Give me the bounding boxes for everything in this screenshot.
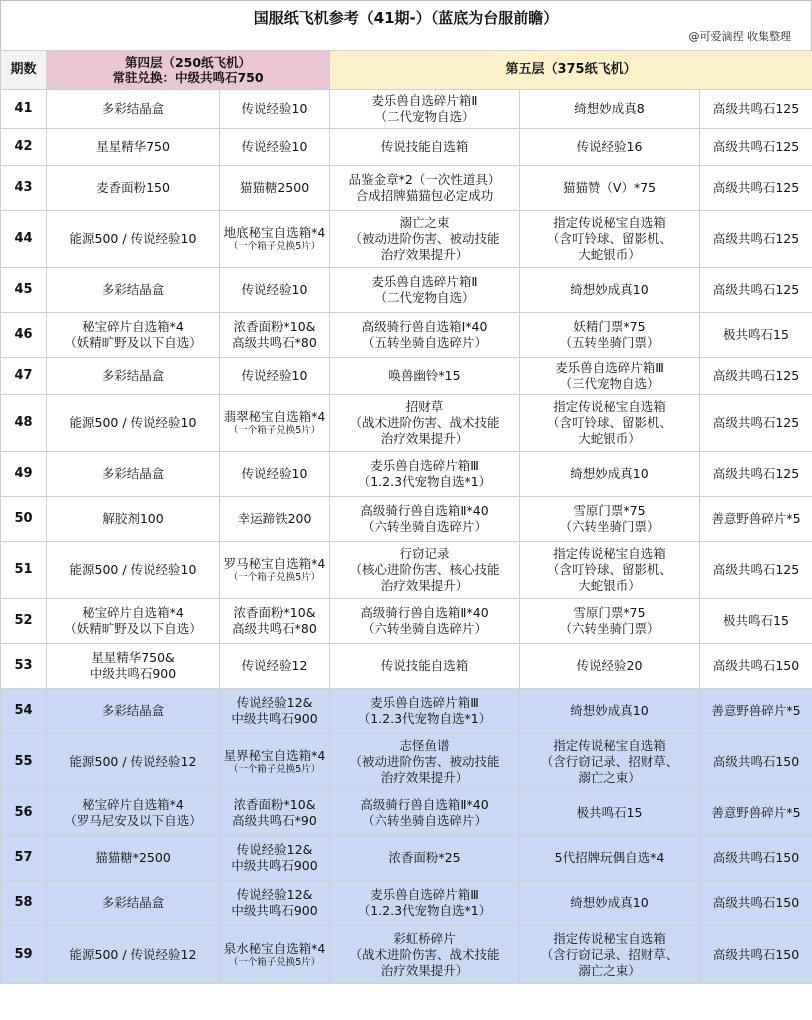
table-row <box>1 734 812 791</box>
reward-text: 多彩结晶盒 <box>101 368 165 383</box>
reward-text: 多彩结晶盒 <box>101 703 165 718</box>
table-row <box>1 497 812 542</box>
reward-cell-c1 <box>47 358 220 395</box>
reward-text: 高级骑行兽自选箱Ⅱ*40 <box>360 503 489 518</box>
reward-cell-c2 <box>220 395 330 452</box>
reward-text: 传说经验12& <box>236 887 313 902</box>
reward-cell-c3 <box>330 497 520 542</box>
reward-text: （六转坐骑自选碎片） <box>361 519 487 534</box>
reward-cell-c4 <box>520 836 700 881</box>
reward-note: （一个箱子兑换5片） <box>228 241 321 252</box>
reward-cell-c2 <box>220 599 330 644</box>
reward-text: （二代宠物自选） <box>374 109 475 124</box>
reward-text: 高级共鸣石125 <box>712 101 800 116</box>
reward-cell-c1 <box>47 166 220 211</box>
table-row <box>1 836 812 881</box>
period-cell: 45 <box>1 268 47 313</box>
reward-text: 高级骑行兽自选箱Ⅰ*40 <box>361 319 488 334</box>
reward-text: 高级共鸣石125 <box>712 415 800 430</box>
reward-cell-c4 <box>520 689 700 734</box>
reward-text: 高级共鸣石*90 <box>232 813 317 828</box>
reward-text: 浓香面粉*10& <box>233 319 316 334</box>
reward-text: 传说经验10 <box>241 139 308 154</box>
reward-text: 能源500 / 传说经验10 <box>69 562 197 577</box>
reward-cell-c3 <box>330 313 520 358</box>
reward-cell-c4 <box>520 644 700 689</box>
reward-cell-c5 <box>700 129 812 166</box>
reward-text: 治疗效果提升） <box>380 578 469 593</box>
reward-cell-c2 <box>220 268 330 313</box>
reward-text: 高级共鸣石150 <box>712 850 800 865</box>
reward-text: （含叮铃球、留影机、 <box>546 231 672 246</box>
reward-text: 绮想妙成真10 <box>570 282 649 297</box>
reward-cell-c5 <box>700 836 812 881</box>
period-cell: 44 <box>1 211 47 268</box>
table-row <box>1 599 812 644</box>
reward-cell-c4 <box>520 881 700 926</box>
reward-text: 能源500 / 传说经验12 <box>69 754 197 769</box>
reward-text: 指定传说秘宝自选箱 <box>553 215 666 230</box>
reward-text: 星界秘宝自选箱*4 <box>223 748 326 763</box>
reward-text: 传说经验12 <box>241 658 308 673</box>
reward-text: 星星精华750 <box>96 139 170 154</box>
reward-text: 泉水秘宝自选箱*4 <box>223 940 326 956</box>
reward-text: 传说经验10 <box>241 282 308 297</box>
reward-cell-c4 <box>520 734 700 791</box>
reward-text: （1.2.3代宠物自选*1） <box>357 903 492 918</box>
reward-cell-c1 <box>47 734 220 791</box>
reward-text: 罗马秘宝自选箱*4 <box>223 556 326 571</box>
reward-cell-c5 <box>700 268 812 313</box>
reward-text: （六转坐骑门票） <box>559 519 660 534</box>
period-cell: 43 <box>1 166 47 211</box>
reward-text: 绮想妙成真10 <box>570 466 649 481</box>
reward-text: （1.2.3代宠物自选*1） <box>357 711 492 726</box>
reward-cell-c3 <box>330 166 520 211</box>
reward-text: 治疗效果提升） <box>380 962 469 978</box>
reward-text: 麦乐兽自选碎片箱Ⅲ <box>370 887 479 902</box>
reward-text: 传说经验20 <box>576 658 643 673</box>
reward-table <box>0 50 812 984</box>
reward-text: 能源500 / 传说经验10 <box>69 415 197 430</box>
reward-text: 浓香面粉*10& <box>233 605 316 620</box>
reward-text: （含行窃记录、招财草、 <box>540 754 679 769</box>
reward-cell-c2 <box>220 358 330 395</box>
reward-cell-c1 <box>47 211 220 268</box>
reward-cell-c5 <box>700 395 812 452</box>
reward-text: 星星精华750& <box>91 650 175 665</box>
reward-text: 溺亡之束 <box>399 215 450 230</box>
reward-text: 妖精门票*75 <box>573 319 646 334</box>
table-row <box>1 358 812 395</box>
reward-text: 高级共鸣石150 <box>712 658 800 673</box>
reward-text: 浓香面粉*10& <box>233 797 316 812</box>
reward-text: 大蛇银币） <box>578 431 641 446</box>
reward-cell-c4 <box>520 90 700 129</box>
reward-cell-c3 <box>330 734 520 791</box>
reward-text: 浓香面粉*25 <box>388 850 461 865</box>
reward-cell-c1 <box>47 90 220 129</box>
reward-cell-c1 <box>47 497 220 542</box>
reward-text: 高级共鸣石150 <box>712 754 800 769</box>
reward-text: 高级共鸣石150 <box>712 946 800 962</box>
period-cell: 58 <box>1 881 47 926</box>
reward-text: 多彩结晶盒 <box>101 895 165 910</box>
reward-text: 翡翠秘宝自选箱*4 <box>223 409 326 424</box>
reward-text: 治疗效果提升） <box>380 431 469 446</box>
reward-cell-c1 <box>47 644 220 689</box>
reward-text: （战术进阶伤害、战术技能 <box>349 946 500 962</box>
reward-cell-c4 <box>520 599 700 644</box>
reward-text: （五转坐骑自选碎片） <box>361 335 487 350</box>
reward-text: 高级共鸣石125 <box>712 180 800 195</box>
period-cell: 48 <box>1 395 47 452</box>
reward-cell-c5 <box>700 689 812 734</box>
reward-cell-c2 <box>220 313 330 358</box>
reward-text: 多彩结晶盒 <box>101 466 165 481</box>
period-cell: 47 <box>1 358 47 395</box>
reward-cell-c1 <box>47 452 220 497</box>
reward-text: 麦香面粉150 <box>96 180 170 195</box>
reward-cell-c2 <box>220 129 330 166</box>
reward-text: 极共鸣石15 <box>723 613 789 628</box>
reward-text: 善意野兽碎片*5 <box>711 703 801 718</box>
reward-cell-c3 <box>330 881 520 926</box>
reward-cell-c3 <box>330 211 520 268</box>
reward-cell-c4 <box>520 358 700 395</box>
reward-cell-c3 <box>330 452 520 497</box>
reward-note: （一个箱子兑换5片） <box>228 956 321 968</box>
reward-cell-c4 <box>520 497 700 542</box>
reward-text: （含叮铃球、留影机、 <box>546 562 672 577</box>
reward-cell-c4 <box>520 268 700 313</box>
reward-text: 雪原门票*75 <box>573 503 646 518</box>
credit-text: @可爱滴捏 收集整理 <box>688 30 791 43</box>
header-period: 期数 <box>1 51 47 90</box>
reward-text: （罗马尼安及以下自选） <box>64 813 202 828</box>
reward-text: （妖精旷野及以下自选） <box>64 621 202 636</box>
reward-cell-c5 <box>700 542 812 599</box>
reward-text: 传说经验12& <box>236 842 313 857</box>
reward-cell-c4 <box>520 791 700 836</box>
reward-cell-c1 <box>47 836 220 881</box>
reward-cell-c3 <box>330 542 520 599</box>
table-row <box>1 90 812 129</box>
reward-text: 高级共鸣石125 <box>712 139 800 154</box>
reward-text: （战术进阶伤害、战术技能 <box>349 415 500 430</box>
reward-cell-c1 <box>47 395 220 452</box>
reward-text: （核心进阶伤害、核心技能 <box>349 562 500 577</box>
reward-text: 唤兽幽铃*15 <box>388 368 461 383</box>
reward-text: 传说经验10 <box>241 368 308 383</box>
reward-text: 传说技能自选箱 <box>380 139 469 154</box>
reward-cell-c5 <box>700 881 812 926</box>
table-row <box>1 166 812 211</box>
reward-text: 招财草 <box>405 399 444 414</box>
reward-cell-c4 <box>520 211 700 268</box>
reward-text: 极共鸣石15 <box>723 327 789 342</box>
reward-cell-c3 <box>330 268 520 313</box>
reward-text: 高级共鸣石125 <box>712 466 800 481</box>
reward-cell-c2 <box>220 734 330 791</box>
reward-text: 大蛇银币） <box>578 247 641 262</box>
reward-cell-c5 <box>700 599 812 644</box>
reward-text: 地底秘宝自选箱*4 <box>223 225 326 240</box>
reward-text: 能源500 / 传说经验12 <box>69 946 197 962</box>
reward-cell-c1 <box>47 129 220 166</box>
reward-text: 治疗效果提升） <box>380 247 469 262</box>
reward-text: 中级共鸣石900 <box>89 666 177 681</box>
reward-text: （六转坐骑自选碎片） <box>361 813 487 828</box>
reward-note: （一个箱子兑换5片） <box>228 425 321 436</box>
reward-cell-c3 <box>330 90 520 129</box>
reward-text: 高级共鸣石125 <box>712 368 800 383</box>
title-bar <box>0 0 812 51</box>
reward-cell-c1 <box>47 599 220 644</box>
reward-cell-c5 <box>700 926 812 984</box>
reward-text: 能源500 / 传说经验10 <box>69 231 197 246</box>
table-row <box>1 542 812 599</box>
reward-cell-c4 <box>520 166 700 211</box>
period-cell: 53 <box>1 644 47 689</box>
reward-text: 志怪鱼谱 <box>399 738 450 753</box>
header-layer4 <box>47 51 330 90</box>
reward-text: 麦乐兽自选碎片箱Ⅱ <box>371 93 478 108</box>
reward-cell-c3 <box>330 926 520 984</box>
reward-text: 麦乐兽自选碎片箱Ⅲ <box>370 695 479 710</box>
table-row <box>1 268 812 313</box>
reward-text: （1.2.3代宠物自选*1） <box>357 474 492 489</box>
reward-text: 善意野兽碎片*5 <box>711 511 801 526</box>
reward-text: （妖精旷野及以下自选） <box>64 335 202 350</box>
reward-cell-c2 <box>220 644 330 689</box>
reward-text: 解胶剂100 <box>102 511 164 526</box>
reward-text: 指定传说秘宝自选箱 <box>553 399 666 414</box>
reward-cell-c3 <box>330 358 520 395</box>
sheet-title: 国服纸飞机参考（41期-）（蓝底为台服前瞻） <box>253 9 559 27</box>
period-cell: 55 <box>1 734 47 791</box>
reward-text: 高级共鸣石125 <box>712 231 800 246</box>
reward-text: 高级共鸣石*80 <box>232 335 317 350</box>
reward-cell-c3 <box>330 644 520 689</box>
reward-cell-c4 <box>520 452 700 497</box>
reward-cell-c2 <box>220 166 330 211</box>
reward-text: 中级共鸣石900 <box>231 711 318 726</box>
reward-text: 秘宝碎片自选箱*4 <box>82 319 184 334</box>
reward-text: 传说经验10 <box>241 101 308 116</box>
reward-text: 彩虹桥碎片 <box>393 930 456 946</box>
reward-cell-c4 <box>520 129 700 166</box>
reward-cell-c2 <box>220 452 330 497</box>
reward-cell-c2 <box>220 90 330 129</box>
reward-note: （一个箱子兑换5片） <box>228 572 321 583</box>
reward-cell-c5 <box>700 358 812 395</box>
reward-text: （含叮铃球、留影机、 <box>546 415 672 430</box>
reward-text: 传说经验16 <box>576 139 643 154</box>
period-cell: 41 <box>1 90 47 129</box>
reward-text: 溺亡之束） <box>578 962 641 978</box>
reward-text: 大蛇银币） <box>578 578 641 593</box>
reward-cell-c2 <box>220 497 330 542</box>
reward-cell-c2 <box>220 926 330 984</box>
reward-cell-c2 <box>220 211 330 268</box>
period-cell: 46 <box>1 313 47 358</box>
reward-text: 猫猫糖*2500 <box>95 850 171 865</box>
reward-text: 指定传说秘宝自选箱 <box>553 738 666 753</box>
reward-cell-c3 <box>330 836 520 881</box>
reward-text: 传说技能自选箱 <box>380 658 469 673</box>
reward-cell-c1 <box>47 313 220 358</box>
reward-text: 指定传说秘宝自选箱 <box>553 930 666 946</box>
reward-cell-c1 <box>47 791 220 836</box>
reward-text: 中级共鸣石900 <box>231 858 318 873</box>
reward-cell-c5 <box>700 90 812 129</box>
reward-text: 高级骑行兽自选箱Ⅱ*40 <box>360 605 489 620</box>
reward-cell-c1 <box>47 881 220 926</box>
table-body <box>1 90 812 984</box>
reward-text: 品鉴金章*2（一次性道具） <box>348 172 501 187</box>
table-row <box>1 644 812 689</box>
period-cell: 57 <box>1 836 47 881</box>
reward-cell-c1 <box>47 542 220 599</box>
reward-cell-c2 <box>220 836 330 881</box>
reward-cell-c2 <box>220 791 330 836</box>
period-cell: 49 <box>1 452 47 497</box>
reward-text: 5代招牌玩偶自选*4 <box>554 850 665 865</box>
reward-text: 极共鸣石15 <box>576 805 643 820</box>
reward-note: （一个箱子兑换5片） <box>228 764 321 775</box>
reward-cell-c2 <box>220 689 330 734</box>
reward-text: 猫猫赞（Ⅴ）*75 <box>562 180 657 195</box>
period-cell: 42 <box>1 129 47 166</box>
reward-cell-c3 <box>330 599 520 644</box>
reward-text: 秘宝碎片自选箱*4 <box>82 797 184 812</box>
reward-text: 猫猫糖2500 <box>239 180 310 195</box>
table-row <box>1 881 812 926</box>
reward-text: 秘宝碎片自选箱*4 <box>82 605 184 620</box>
reward-text: 指定传说秘宝自选箱 <box>553 546 666 561</box>
period-cell: 54 <box>1 689 47 734</box>
reward-cell-c4 <box>520 926 700 984</box>
reward-cell-c2 <box>220 542 330 599</box>
reward-text: 绮想妙成真8 <box>574 101 645 116</box>
reward-text: 中级共鸣石900 <box>231 903 318 918</box>
reward-cell-c5 <box>700 211 812 268</box>
reward-text: 传说经验10 <box>241 466 308 481</box>
reward-text: 高级共鸣石125 <box>712 562 800 577</box>
reward-text: 溺亡之束） <box>578 770 641 785</box>
reward-text: （六转坐骑自选碎片） <box>361 621 487 636</box>
reward-text: （被动进阶伤害、被动技能 <box>349 231 500 246</box>
header-layer4-title: 第四层（250纸飞机） <box>124 55 252 70</box>
reward-text: 绮想妙成真10 <box>570 703 649 718</box>
reward-text: 雪原门票*75 <box>573 605 646 620</box>
reward-cell-c3 <box>330 129 520 166</box>
table-row <box>1 689 812 734</box>
period-cell: 56 <box>1 791 47 836</box>
reward-cell-c3 <box>330 395 520 452</box>
reward-text: （被动进阶伤害、被动技能 <box>349 754 500 769</box>
period-cell: 51 <box>1 542 47 599</box>
reward-text: （五转坐骑门票） <box>559 335 660 350</box>
reward-cell-c5 <box>700 644 812 689</box>
reward-text: 治疗效果提升） <box>380 770 469 785</box>
reward-text: 合成招牌猫猫包必定成功 <box>355 188 494 203</box>
reward-text: （六转坐骑门票） <box>559 621 660 636</box>
reward-cell-c4 <box>520 542 700 599</box>
table-row <box>1 211 812 268</box>
table-row <box>1 129 812 166</box>
period-cell: 52 <box>1 599 47 644</box>
reward-cell-c3 <box>330 689 520 734</box>
reward-cell-c5 <box>700 497 812 542</box>
reward-cell-c5 <box>700 791 812 836</box>
header-layer4-subtitle: 常驻兑换：中级共鸣石750 <box>112 70 264 85</box>
reward-text: 行窃记录 <box>399 546 450 561</box>
reward-text: （二代宠物自选） <box>374 290 475 305</box>
reward-text: 绮想妙成真10 <box>570 895 649 910</box>
reward-cell-c3 <box>330 791 520 836</box>
reward-text: （三代宠物自选） <box>559 376 660 391</box>
reward-text: 麦乐兽自选碎片箱Ⅲ <box>370 458 479 473</box>
reward-cell-c5 <box>700 452 812 497</box>
reward-cell-c5 <box>700 734 812 791</box>
reward-text: 麦乐兽自选碎片箱Ⅱ <box>371 274 478 289</box>
reward-cell-c2 <box>220 881 330 926</box>
reward-text: （含行窃记录、招财草、 <box>540 946 679 962</box>
table-row <box>1 926 812 984</box>
reward-cell-c4 <box>520 313 700 358</box>
reward-text: 多彩结晶盒 <box>101 101 165 116</box>
reward-cell-c4 <box>520 395 700 452</box>
table-row <box>1 395 812 452</box>
period-cell: 50 <box>1 497 47 542</box>
reward-cell-c5 <box>700 166 812 211</box>
reward-text: 幸运蹄铁200 <box>237 511 312 526</box>
reward-text: 善意野兽碎片*5 <box>711 805 801 820</box>
reward-text: 高级共鸣石*80 <box>232 621 317 636</box>
reward-text: 多彩结晶盒 <box>101 282 165 297</box>
reward-text: 高级共鸣石125 <box>712 282 800 297</box>
reward-cell-c1 <box>47 926 220 984</box>
table-row <box>1 313 812 358</box>
period-cell: 59 <box>1 926 47 984</box>
header-layer5: 第五层（375纸飞机） <box>330 51 812 90</box>
reward-cell-c1 <box>47 268 220 313</box>
reward-cell-c1 <box>47 689 220 734</box>
reward-text: 传说经验12& <box>236 695 313 710</box>
reward-text: 高级共鸣石150 <box>712 895 800 910</box>
reward-cell-c5 <box>700 313 812 358</box>
table-row <box>1 791 812 836</box>
table-row <box>1 452 812 497</box>
reward-text: 高级骑行兽自选箱Ⅱ*40 <box>360 797 489 812</box>
reward-text: 麦乐兽自选碎片箱Ⅲ <box>555 360 664 375</box>
